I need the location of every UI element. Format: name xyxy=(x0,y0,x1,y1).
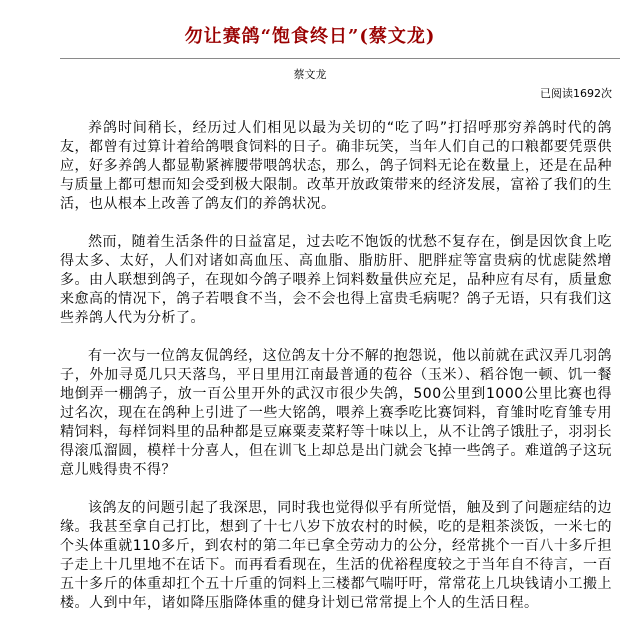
paragraph-2: 然而，随着生活条件的日益富足，过去吃不饱饭的忧愁不复存在，倒是因饮食上吃得太多、太好，人们对诸如高血压、高血脂、脂肪肝、肥胖症等富贵病的忧虑陡然增多。由人联想到鸽子，在现如今鸽子喂养上饲料数量供应充足，品种应有尽有，质量愈来愈高的情况下，鸽子若喂食不当，会不会也得上富贵毛病呢？鸽子无语，只有我们这些养鸽人代为分析了。 xyxy=(60,234,612,326)
article-body xyxy=(60,119,612,632)
article-author: 蔡文龙 xyxy=(293,68,327,81)
paragraph-3: 有一次与一位鸽友侃鸽经，这位鸽友十分不解的抱怨说，他以前就在武汉弄几羽鸽子，外加寻觅几只天落鸟，平日里用江南最普通的苞谷（玉米）、稻谷饱一顿、饥一餐地倒弄一棚鸽子，放一百公里开外的武汉市很少失鸽，500公里到1000公里比赛也得过名次，现在在鸽种上引进了一些大铭鸽，喂养上赛季吃比赛饲料，育雏时吃育雏专用精饲料，每样饲料里的品种都是豆麻粟麦菜籽等十味以上，从不让鸽子饿肚子，羽羽长得滚瓜溜圆，模样十分喜人，但在训飞上却总是出门就会飞掉一些鸽子。难道鸽子这玩意儿贱得贵不得？ xyxy=(60,348,612,478)
read-count: 已阅读1692次 xyxy=(540,87,612,100)
article-title: 勿让赛鸽“饱食终日”(蔡文龙) xyxy=(184,26,436,47)
title-divider xyxy=(60,58,620,59)
paragraph-4: 该鸽友的问题引起了我深思，同时我也觉得似乎有所觉悟，触及到了问题症结的边缘。我甚至拿自己打比，想到了十七八岁下放农村的时候，吃的是粗茶淡饭，一米七的个头体重就110多斤，到农村的第二年已拿全劳动力的公分，经常挑个一百八十多斤担子走上十几里地不在话下。而再看看现在，生活的优裕程度较之于当年自不待言，一百五十多斤的体重却扛个五十斤重的饲料上三楼都气喘吁吁，常常花上几块钱请小工搬上楼。人到中年，诸如降压脂降体重的健身计划已常常提上个人的生活日程。 xyxy=(60,500,612,611)
paragraph-1: 养鸽时间稍长，经历过人们相见以最为关切的“吃了吗”打招呼那穷养鸽时代的鸽友，都曾有过算计着给鸽喂食饲料的日子。确非玩笑，当年人们自己的口粮都要凭票供应，好多养鸽人都显勒紧裤腰带喂鸽状态，那么，鸽子饲料无论在数量上，还是在品种与质量上都可想而知会受到极大限制。改革开放政策带来的经济发展，富裕了我们的生活，也从根本上改善了鸽友们的养鸽状况。 xyxy=(60,120,612,212)
